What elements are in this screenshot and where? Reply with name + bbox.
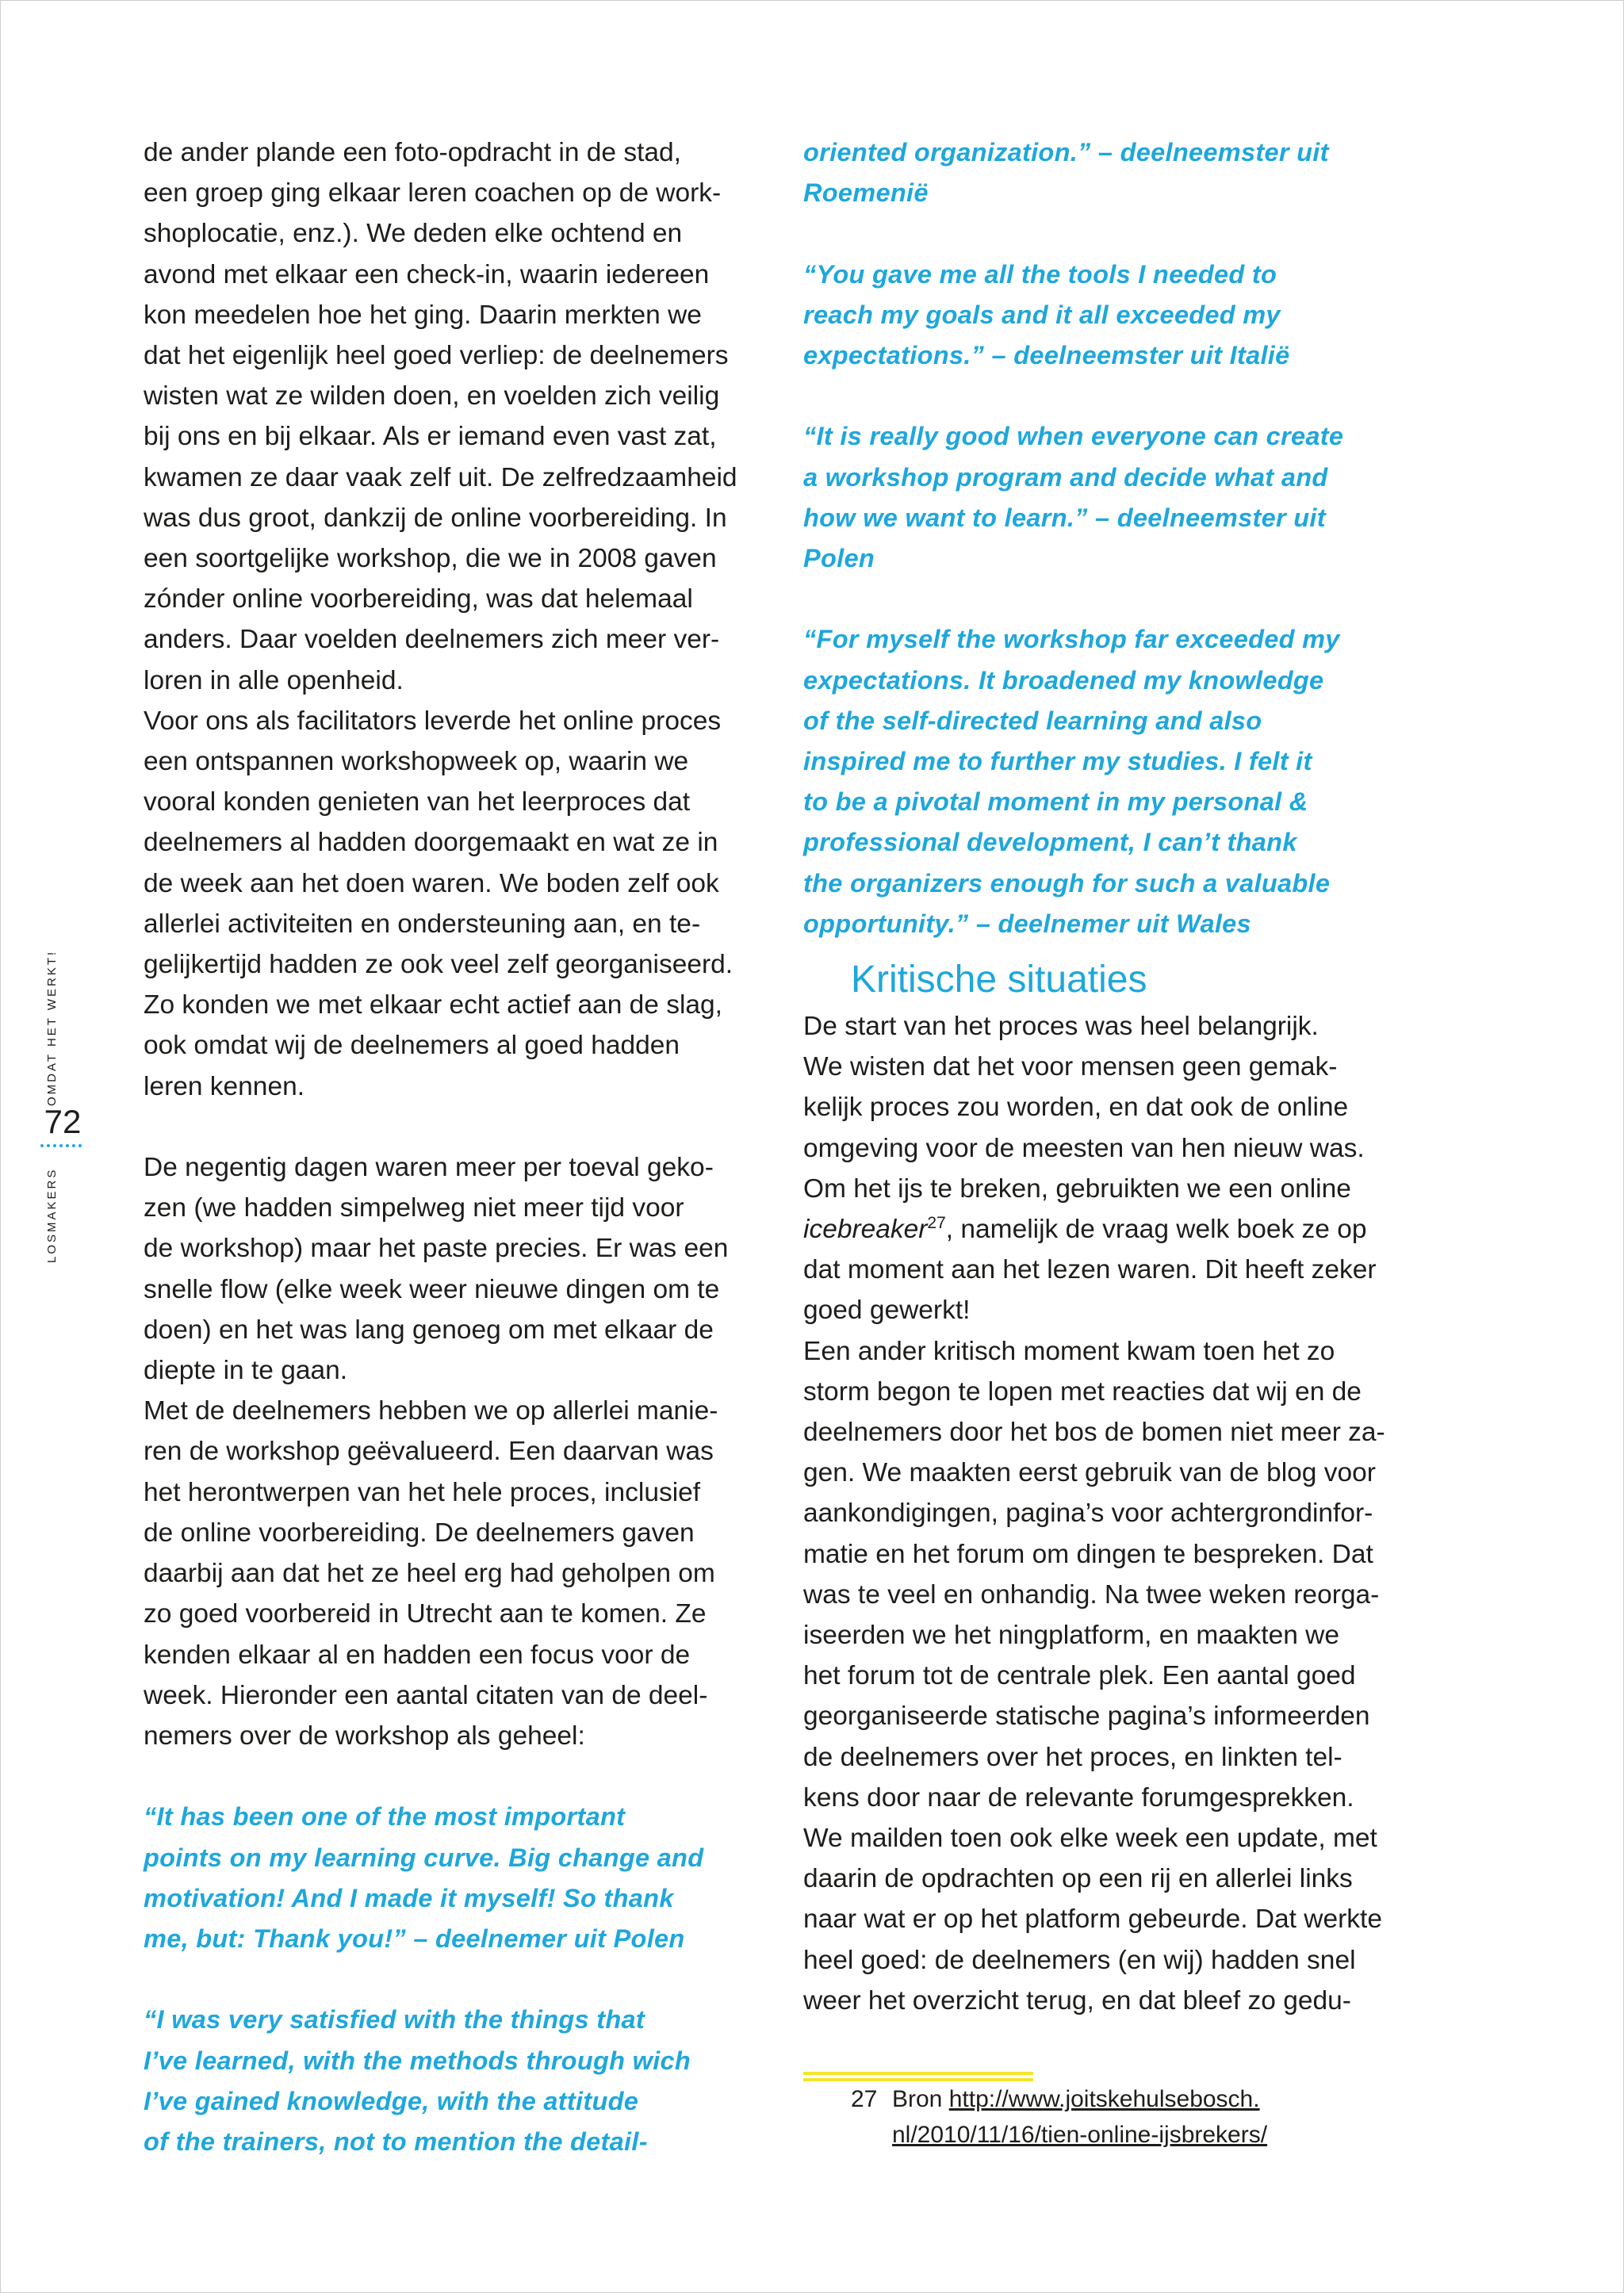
- footnote-label: Bron: [892, 2086, 949, 2112]
- footnote-number: 27: [851, 2086, 878, 2112]
- participant-quote: “For myself the workshop far exceeded my expectations. It broadened my knowledge of the self-directed learning and also inspired me to further my studies. I felt it to be a pivotal moment in my personal & professional development, I can’t thank the organizers enough for such a valuable opportunity.” – deelnemer uit Wales: [803, 625, 1340, 938]
- paragraph: Voor ons als facilitators leverde het online proces een ontspannen workshopweek op, waarin we vooral konden genieten van het leerproces dat deelnemers al hadden doorgemaakt en wat ze in de week aan het doen waren. We boden zelf ook allerlei activiteiten en ondersteuning aan, en te- gelijkertijd hadden ze ook veel zelf georganiseerd. Zo konden we met elkaar echt actief aan de slag, ook omdat wij de deelnemers al goed hadden leren kennen.: [144, 706, 733, 1101]
- participant-quote: “You gave me all the tools I needed to reach my goals and it all exceeded my expectations.” – deelneemster uit Italië: [803, 259, 1290, 369]
- icebreaker-term: icebreaker: [803, 1215, 928, 1245]
- paragraph: De negentig dagen waren meer per toeval geko- zen (we hadden simpelweg niet meer tijd voor de workshop) maar het paste precies. Er was een snelle flow (elke week weer nieuwe dingen om te doen) en het was lang genoeg om met elkaar de diepte in te gaan.: [144, 1153, 729, 1386]
- paragraph: We mailden toen ook elke week een update, met daarin de opdrachten op een rij en allerlei links naar wat er op het platform gebeurde. Dat werkte heel goed: de deelnemers (en wij) hadden snel weer het overzicht terug, en dat bleef zo gedu-: [803, 1824, 1382, 2015]
- footnote-divider: [803, 2072, 1033, 2081]
- participant-quote: “I was very satisfied with the things that I’ve learned, with the methods through wich I’ve gained knowledge, with the attitude of the trainers, not to mention the detail-: [144, 2005, 691, 2156]
- paragraph-text: , namelijk de vraag welk boek ze op dat moment aan het lezen waren. Dit heeft zeker goed gewerkt!: [803, 1215, 1377, 1326]
- paragraph: Een ander kritisch moment kwam toen het zo storm begon te lopen met reacties dat wij en de deelnemers door het bos de bomen niet meer za- gen. We maakten eerst gebruik van de blog voor aankondigingen, pagina’s voor achtergrondinfor- matie en het forum om dingen te bespreken. Dat was te veel en onhandig. Na twee weken reorga- iseerden we het ningplatform, en maakten we het forum tot de centrale plek. Een aantal goed georganiseerde statische pagina’s informeerden de deelnemers over het proces, en linkten tel- kens door naar de relevante forumgesprekken.: [803, 1336, 1385, 1813]
- paragraph: [803, 1006, 1430, 1331]
- page-number-dots: [40, 1144, 82, 1147]
- left-column: [144, 132, 770, 2162]
- participant-quote: “It is really good when everyone can create a workshop program and decide what and how we want to learn.” – deelneemster uit Polen: [803, 422, 1344, 572]
- page-number: 72: [44, 1103, 82, 1140]
- section-heading: Kritische situaties: [851, 959, 1147, 1001]
- footnote-url-line2: nl/2010/11/16/tien-online-ijsbrekers/: [892, 2122, 1268, 2148]
- footnote-reference[interactable]: 27: [927, 1213, 946, 1232]
- running-book-title: LOSMAKERS: [45, 1167, 59, 1263]
- footnote: [851, 2081, 1406, 2153]
- participant-quote: oriented organization.” – deelneemster uit Roemenië: [803, 138, 1329, 208]
- paragraph-text: De start van het proces was heel belangrijk. We wisten dat het voor mensen geen gemak- kelijk proces zou worden, en dat ook de online omgeving voor de meesten van hen nieuw was. Om het ijs te breken, gebruikten we een online: [803, 1012, 1365, 1204]
- paragraph: de ander plande een foto-opdracht in de stad, een groep ging elkaar leren coachen op de work- shoplocatie, enz.). We deden elke ochtend en avond met elkaar een check-in, waarin iedereen kon meedelen hoe het ging. Daarin merkten we dat het eigenlijk heel goed verliep: de deelnemers wisten wat ze wilden doen, en voelden zich veilig bij ons en bij elkaar. Als er iemand even vast zat, kwamen ze daar vaak zelf uit. De zelfredzaamheid was dus groot, dankzij de online voorbereiding. In een soortgelijke workshop, die we in 2008 gaven zónder online voorbereiding, was dat helemaal anders. Daar voelden deelnemers zich meer ver- loren in alle openheid.: [144, 138, 737, 695]
- footnote-url-line1: http://www.joitskehulsebosch.: [948, 2086, 1260, 2112]
- page-sidebar: [33, 913, 88, 1277]
- right-column: [803, 132, 1430, 2021]
- running-chapter-title: OMDAT HET WERKT!: [45, 949, 59, 1106]
- participant-quote: “It has been one of the most important points on my learning curve. Big change and motivation! And I made it myself! So thank me, but: Thank you!” – deelnemer uit Polen: [144, 1802, 704, 1953]
- paragraph: Met de deelnemers hebben we op allerlei manie- ren de workshop geëvalueerd. Een daarvan was het herontwerpen van het hele proces, inclusief de online voorbereiding. De deelnemers gaven daarbij aan dat het ze heel erg had geholpen om zo goed voorbereid in Utrecht aan te komen. Ze kenden elkaar al en hadden een focus voor de week. Hieronder een aantal citaten van de deel- nemers over de workshop als geheel:: [144, 1396, 718, 1751]
